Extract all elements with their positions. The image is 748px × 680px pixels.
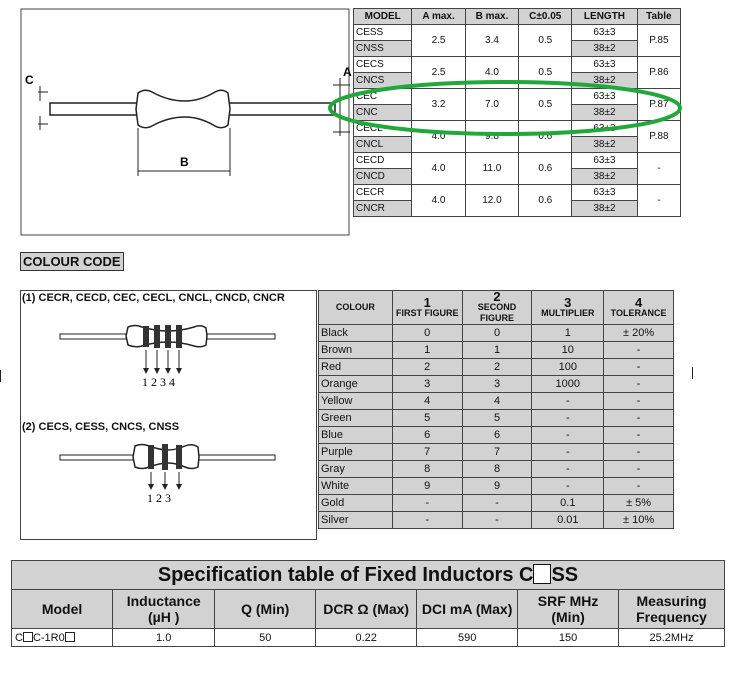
multiplier-cell: - — [532, 444, 604, 461]
b-max-cell: 7.0 — [465, 89, 519, 121]
col-colour: COLOUR — [319, 291, 393, 325]
second-figure-cell: 6 — [462, 427, 532, 444]
multiplier-cell: - — [532, 478, 604, 495]
table-ref-cell: P.85 — [637, 25, 680, 57]
a-max-cell: 2.5 — [412, 57, 465, 89]
col-table: Table — [637, 9, 680, 25]
col-b-max: B max. — [465, 9, 519, 25]
table-row — [354, 25, 681, 41]
length-cell: 63±3 — [572, 57, 638, 73]
multiplier-cell: 1000 — [532, 376, 604, 393]
col-c: C±0.05 — [519, 9, 572, 25]
inductance-cell: 1.0 — [113, 629, 215, 647]
dci-cell: 590 — [417, 629, 518, 647]
length-cell: 38±2 — [572, 201, 638, 217]
col-model: MODEL — [354, 9, 412, 25]
model-cell: CNCR — [354, 201, 412, 217]
dim-a-label: A — [343, 65, 352, 79]
spec-title-row — [12, 561, 725, 590]
first-figure-cell: - — [392, 495, 462, 512]
length-cell: 38±2 — [572, 137, 638, 153]
colour-name: Purple — [319, 444, 393, 461]
spec-table-title: Specification table of Fixed Inductors C SS — [12, 561, 725, 590]
model-cell: CNCS — [354, 73, 412, 89]
second-figure-cell: 5 — [462, 410, 532, 427]
first-figure-cell: 9 — [392, 478, 462, 495]
tolerance-cell: - — [604, 444, 674, 461]
page-edge-mark-left — [0, 370, 1, 382]
multiplier-cell: - — [532, 410, 604, 427]
model-cell: CESS — [354, 25, 412, 41]
table-ref-cell: P.86 — [637, 57, 680, 89]
length-cell: 38±2 — [572, 41, 638, 57]
dim-b-label: B — [180, 155, 189, 169]
colour-name: Green — [319, 410, 393, 427]
model-cell: CNCL — [354, 137, 412, 153]
col-dcr-max: DCR Ω (Max) — [316, 590, 417, 629]
three-band-inductor-icon — [60, 438, 280, 508]
col-srf-min: SRF MHz (Min) — [518, 590, 619, 629]
model-cell: CECR — [354, 185, 412, 201]
dcr-cell: 0.22 — [316, 629, 417, 647]
colour-name: Silver — [319, 512, 393, 529]
c-cell: 0.6 — [519, 121, 572, 153]
table-row — [319, 376, 674, 393]
tolerance-cell: ± 20% — [604, 325, 674, 342]
colour-code-table — [318, 290, 674, 529]
a-max-cell: 4.0 — [412, 153, 465, 185]
second-figure-cell: - — [462, 512, 532, 529]
multiplier-cell: 1 — [532, 325, 604, 342]
tolerance-cell: - — [604, 359, 674, 376]
page-edge-mark-right — [692, 367, 693, 379]
specification-table — [11, 560, 725, 647]
colour-code-title: COLOUR CODE — [20, 252, 124, 271]
colour-name: Gray — [319, 461, 393, 478]
col-measuring-frequency: Measuring Frequency — [619, 590, 725, 629]
second-figure-cell: 4 — [462, 393, 532, 410]
first-figure-cell: 5 — [392, 410, 462, 427]
c-cell: 0.5 — [519, 89, 572, 121]
a-max-cell: 2.5 — [412, 25, 465, 57]
first-figure-cell: 3 — [392, 376, 462, 393]
table-row — [319, 325, 674, 342]
col-second-figure: 2 SECOND FIGURE — [462, 291, 532, 325]
multiplier-cell: 100 — [532, 359, 604, 376]
tolerance-cell: ± 10% — [604, 512, 674, 529]
placeholder-box-icon — [65, 632, 75, 642]
col-tolerance: 4 TOLERANCE — [604, 291, 674, 325]
spec-header-row — [12, 590, 725, 629]
model-cell: C C-1R0 — [12, 629, 113, 647]
colour-name: Gold — [319, 495, 393, 512]
tolerance-cell: - — [604, 427, 674, 444]
first-figure-cell: 8 — [392, 461, 462, 478]
table-row — [319, 461, 674, 478]
col-dci-max: DCI mA (Max) — [417, 590, 518, 629]
band-numbers-1: 1 2 3 4 — [142, 375, 175, 389]
multiplier-cell: 0.01 — [532, 512, 604, 529]
colour-table-header-row — [319, 291, 674, 325]
first-figure-cell: 2 — [392, 359, 462, 376]
srf-cell: 150 — [518, 629, 619, 647]
band-numbers-2: 1 2 3 — [147, 491, 171, 505]
length-cell: 38±2 — [572, 169, 638, 185]
col-length: LENGTH — [572, 9, 638, 25]
multiplier-cell: - — [532, 461, 604, 478]
table-row — [319, 495, 674, 512]
table-row — [354, 57, 681, 73]
col-multiplier: 3 MULTIPLIER — [532, 291, 604, 325]
placeholder-box-icon — [23, 632, 33, 642]
c-cell: 0.5 — [519, 57, 572, 89]
second-figure-cell: 3 — [462, 376, 532, 393]
group-2-models: (2) CECS, CESS, CNCS, CNSS — [22, 421, 180, 433]
multiplier-cell: - — [532, 427, 604, 444]
a-max-cell: 3.2 — [412, 89, 465, 121]
colour-name: Blue — [319, 427, 393, 444]
table-ref-cell: P.88 — [637, 121, 680, 153]
model-cell: CNC — [354, 105, 412, 121]
length-cell: 38±2 — [572, 73, 638, 89]
table-row — [12, 629, 725, 647]
q-min-cell: 50 — [215, 629, 316, 647]
table-row — [319, 444, 674, 461]
second-figure-cell: 8 — [462, 461, 532, 478]
colour-name: White — [319, 478, 393, 495]
multiplier-cell: 10 — [532, 342, 604, 359]
a-max-cell: 4.0 — [412, 121, 465, 153]
b-max-cell: 9.8 — [465, 121, 519, 153]
table-row — [319, 393, 674, 410]
model-cell: CECL — [354, 121, 412, 137]
first-figure-cell: 6 — [392, 427, 462, 444]
second-figure-cell: 2 — [462, 359, 532, 376]
colour-name: Red — [319, 359, 393, 376]
colour-name: Brown — [319, 342, 393, 359]
second-figure-cell: 7 — [462, 444, 532, 461]
tolerance-cell: - — [604, 478, 674, 495]
model-cell: CNCD — [354, 169, 412, 185]
c-cell: 0.6 — [519, 153, 572, 185]
colour-name: Yellow — [319, 393, 393, 410]
multiplier-cell: - — [532, 393, 604, 410]
c-cell: 0.5 — [519, 25, 572, 57]
first-figure-cell: - — [392, 512, 462, 529]
colour-name: Orange — [319, 376, 393, 393]
table-row — [319, 359, 674, 376]
tolerance-cell: - — [604, 410, 674, 427]
highlight-ellipse — [325, 76, 687, 140]
dim-c-label: C — [25, 73, 34, 87]
model-cell: CECD — [354, 153, 412, 169]
col-a-max: A max. — [412, 9, 465, 25]
first-figure-cell: 4 — [392, 393, 462, 410]
tolerance-cell: ± 5% — [604, 495, 674, 512]
colour-name: Black — [319, 325, 393, 342]
frequency-cell: 25.2MHz — [619, 629, 725, 647]
length-cell: 63±3 — [572, 185, 638, 201]
second-figure-cell: 9 — [462, 478, 532, 495]
table-ref-cell: P.87 — [637, 89, 680, 121]
four-band-inductor-icon — [60, 320, 280, 390]
col-first-figure: 1 FIRST FIGURE — [392, 291, 462, 325]
table-row — [319, 427, 674, 444]
b-max-cell: 4.0 — [465, 57, 519, 89]
tolerance-cell: - — [604, 461, 674, 478]
tolerance-cell: - — [604, 342, 674, 359]
length-cell: 63±3 — [572, 89, 638, 105]
second-figure-cell: 0 — [462, 325, 532, 342]
model-cell: CNSS — [354, 41, 412, 57]
first-figure-cell: 0 — [392, 325, 462, 342]
col-q-min: Q (Min) — [215, 590, 316, 629]
table-row — [319, 410, 674, 427]
tolerance-cell: - — [604, 376, 674, 393]
table-row — [319, 342, 674, 359]
table-row — [354, 153, 681, 169]
b-max-cell: 3.4 — [465, 25, 519, 57]
model-cell: CEC — [354, 89, 412, 105]
b-max-cell: 11.0 — [465, 153, 519, 185]
model-cell: CECS — [354, 57, 412, 73]
table-row — [319, 512, 674, 529]
a-max-cell: 4.0 — [412, 185, 465, 217]
b-max-cell: 12.0 — [465, 185, 519, 217]
table-row — [319, 478, 674, 495]
second-figure-cell: - — [462, 495, 532, 512]
table-ref-cell: - — [637, 185, 680, 217]
col-model: Model — [12, 590, 113, 629]
group-1-models: (1) CECR, CECD, CEC, CECL, CNCL, CNCD, CNCR — [22, 292, 285, 304]
c-cell: 0.6 — [519, 185, 572, 217]
first-figure-cell: 7 — [392, 444, 462, 461]
multiplier-cell: 0.1 — [532, 495, 604, 512]
inductor-dimension-drawing — [20, 8, 350, 236]
length-cell: 63±3 — [572, 25, 638, 41]
model-table-header-row — [354, 9, 681, 25]
length-cell: 38±2 — [572, 105, 638, 121]
tolerance-cell: - — [604, 393, 674, 410]
col-inductance: Inductance (µH ) — [113, 590, 215, 629]
second-figure-cell: 1 — [462, 342, 532, 359]
placeholder-box-icon — [533, 564, 551, 584]
table-row — [354, 185, 681, 201]
length-cell: 63±3 — [572, 153, 638, 169]
first-figure-cell: 1 — [392, 342, 462, 359]
table-ref-cell: - — [637, 153, 680, 185]
length-cell: 63±3 — [572, 121, 638, 137]
